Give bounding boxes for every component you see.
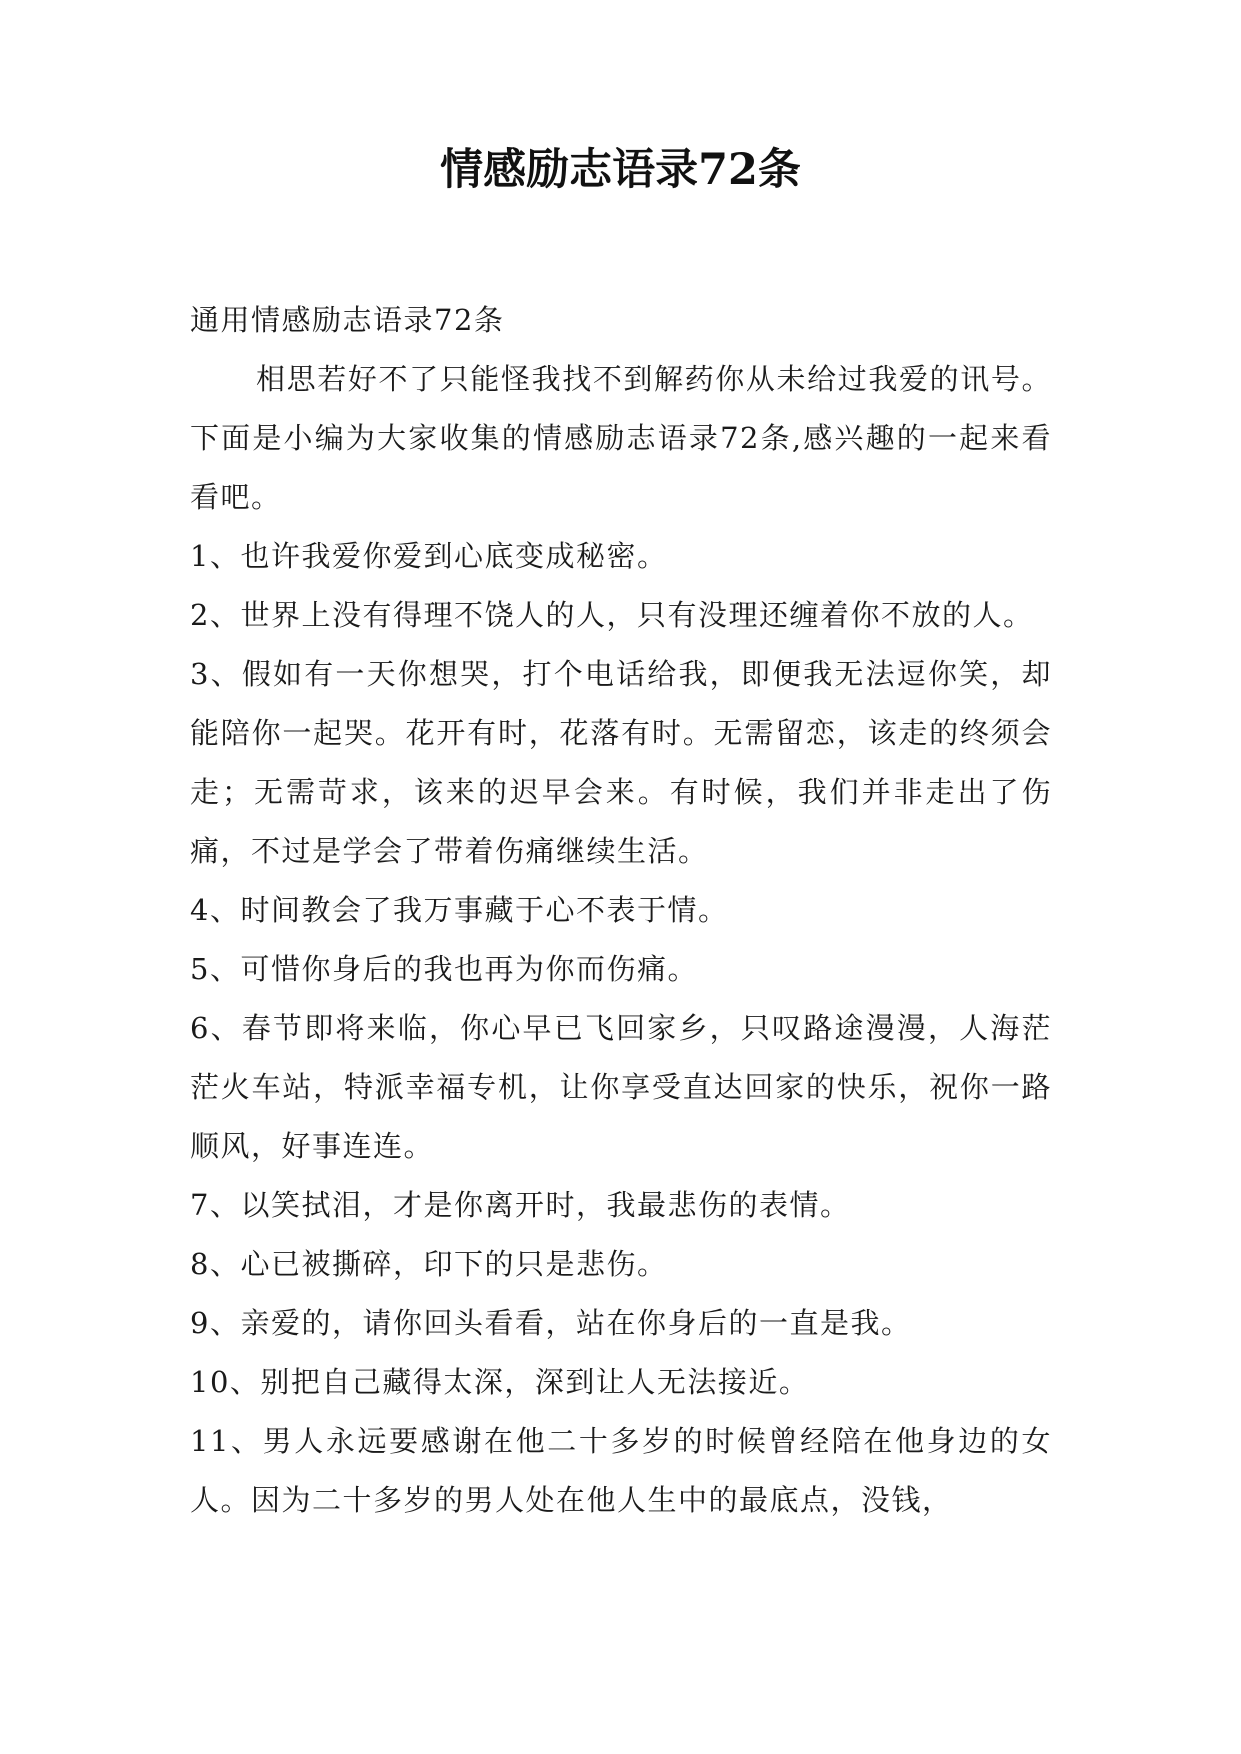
list-item: 3、假如有一天你想哭，打个电话给我，即便我无法逗你笑，却能陪你一起哭。花开有时，花落有时。无需留恋，该走的终须会走；无需苛求，该来的迟早会来。有时候，我们并非走出了伤痛，不过是学会了带着伤痛继续生活。 — [190, 657, 1052, 868]
document-body — [190, 291, 1052, 1530]
list-item: 6、春节即将来临，你心早已飞回家乡，只叹路途漫漫，人海茫茫火车站，特派幸福专机，让你享受直达回家的快乐，祝你一路顺风，好事连连。 — [190, 1011, 1052, 1163]
list-item: 11、男人永远要感谢在他二十多岁的时候曾经陪在他身边的女人。因为二十多岁的男人处在他人生中的最底点，没钱， — [190, 1424, 1052, 1517]
list-item: 7、以笑拭泪，才是你离开时，我最悲伤的表情。 — [190, 1188, 851, 1222]
list-item: 8、心已被撕碎，印下的只是悲伤。 — [190, 1247, 668, 1281]
list-item: 1、也许我爱你爱到心底变成秘密。 — [190, 539, 668, 573]
list-item: 2、世界上没有得理不饶人的人，只有没理还缠着你不放的人。 — [190, 598, 1034, 632]
document-title: 情感励志语录72条 — [440, 145, 801, 195]
list-item: 10、别把自己藏得太深，深到让人无法接近。 — [190, 1365, 810, 1399]
list-item: 5、可惜你身后的我也再为你而伤痛。 — [190, 952, 698, 986]
intro-paragraph: 相思若好不了只能怪我找不到解药你从未给过我爱的讯号。下面是小编为大家收集的情感励志语录72条,感兴趣的一起来看看吧。 — [190, 362, 1052, 514]
list-item: 4、时间教会了我万事藏于心不表于情。 — [190, 893, 729, 927]
document-subtitle: 通用情感励志语录72条 — [190, 303, 505, 337]
list-item: 9、亲爱的，请你回头看看，站在你身后的一直是我。 — [190, 1306, 912, 1340]
